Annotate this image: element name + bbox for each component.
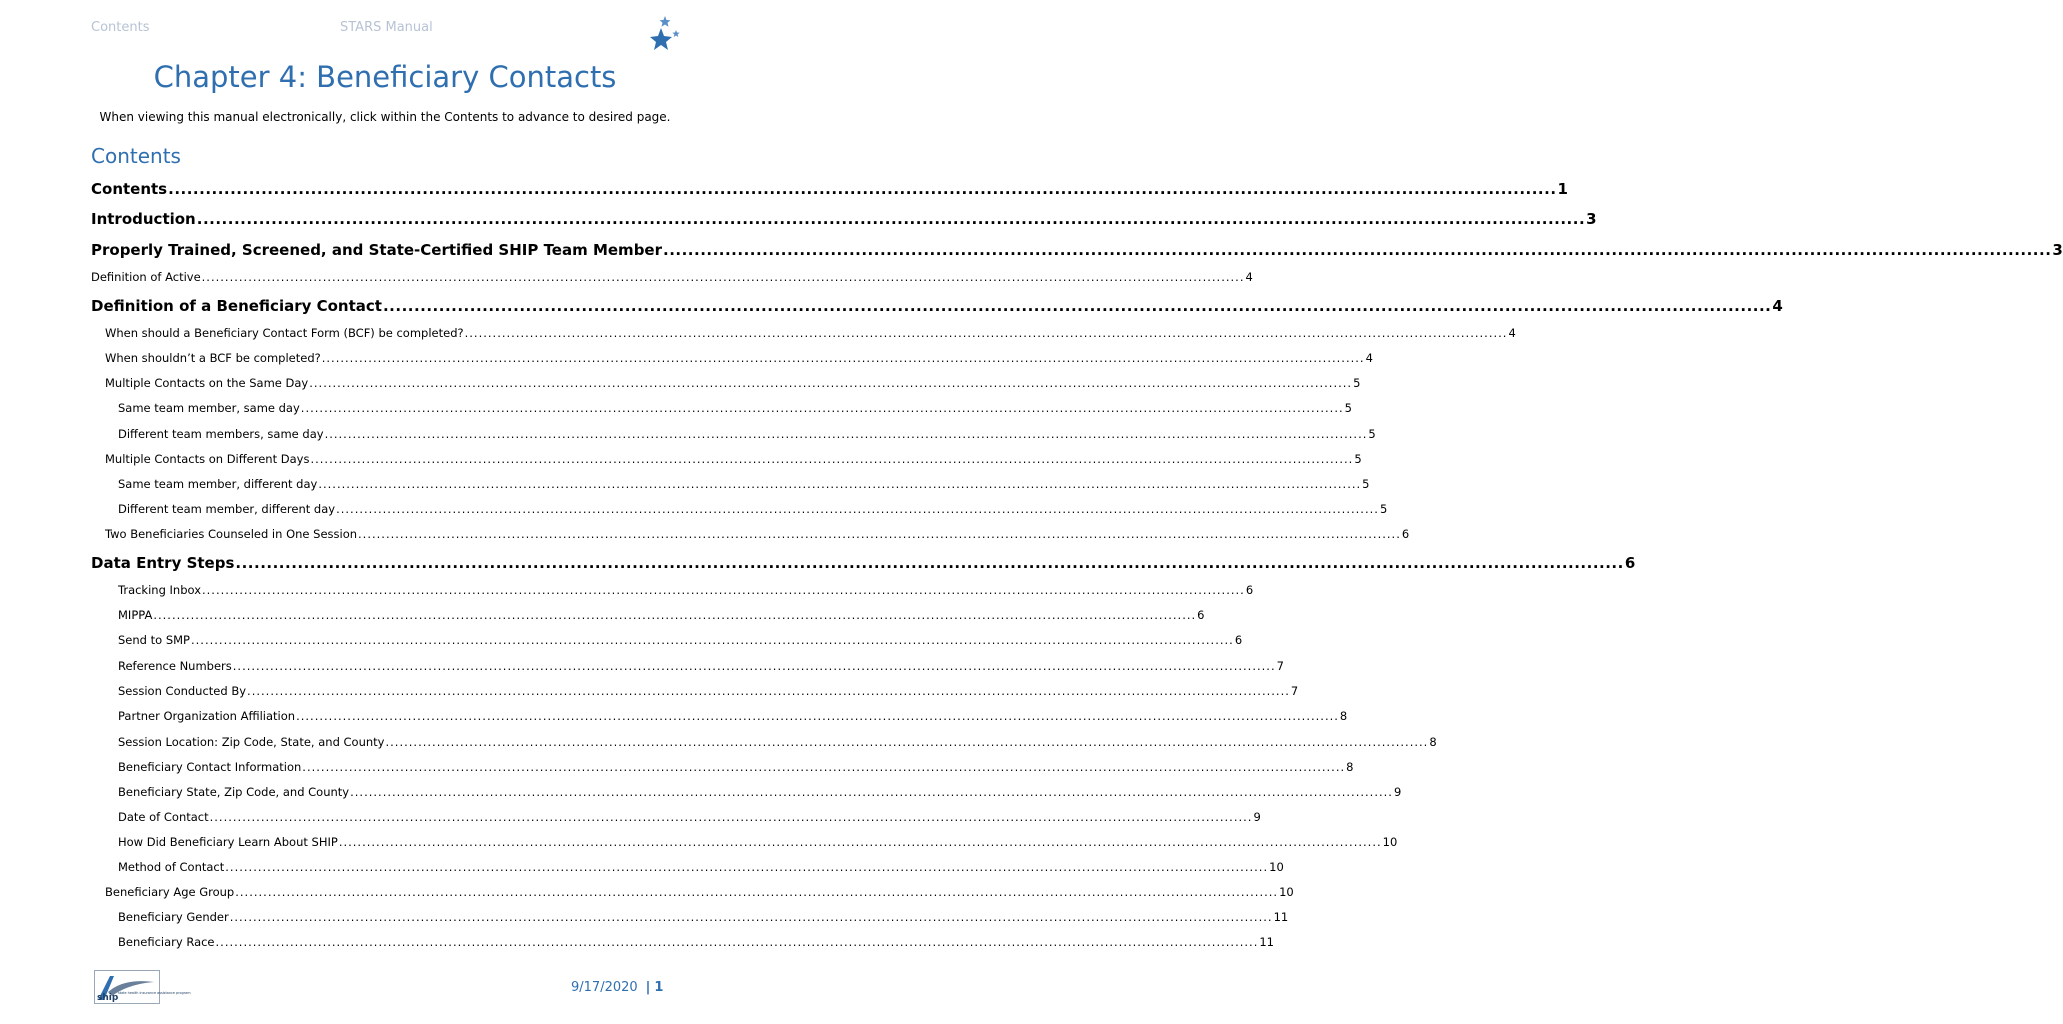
ship-logo-icon	[94, 970, 191, 1004]
toc-entry-when-should-bcf[interactable]: When should a Beneficiary Contact Form (BCF) be completed? ..... 4	[105, 326, 680, 340]
toc-entry-mippa[interactable]: MIPPA ..... 6	[118, 608, 680, 622]
footer	[571, 980, 663, 995]
toc-entry-same-member-same-day[interactable]: Same team member, same day ..... 5	[118, 401, 680, 415]
toc-entry-reference-numbers[interactable]: Reference Numbers ..... 7	[118, 659, 680, 673]
toc-entry-introduction[interactable]: Introduction ..... 3	[91, 210, 680, 228]
toc-entry-partner-organization[interactable]: Partner Organization Affiliation ..... 8	[118, 709, 680, 723]
stars-logo-icon	[645, 14, 685, 54]
footer-page-number: 1	[654, 980, 664, 995]
footer-separator: |	[645, 980, 651, 995]
header-manual-title: STARS Manual	[340, 20, 433, 35]
page-subtitle: When viewing this manual electronically, click within the Contents to advance to desired page.	[99, 110, 671, 124]
header-section-label: Contents	[91, 20, 150, 35]
toc-heading: Contents	[91, 144, 181, 168]
toc-entry-beneficiary-race[interactable]: Beneficiary Race ..... 11	[118, 935, 680, 949]
toc-entry-multiple-contacts-same-day[interactable]: Multiple Contacts on the Same Day ..... 5	[105, 376, 680, 390]
toc-entry-session-conducted-by[interactable]: Session Conducted By ..... 7	[118, 684, 680, 698]
toc-entry-definition-of-beneficiary-contact[interactable]: Definition of a Beneficiary Contact ..... 4	[91, 297, 680, 315]
toc-entry-beneficiary-contact-information[interactable]: Beneficiary Contact Information ..... 8	[118, 760, 680, 774]
toc-entry-beneficiary-age-group[interactable]: Beneficiary Age Group ..... 10	[105, 885, 680, 899]
toc-entry-session-location[interactable]: Session Location: Zip Code, State, and County ..... 8	[118, 735, 680, 749]
toc-entry-multiple-contacts-different-days[interactable]: Multiple Contacts on Different Days ..... 5	[105, 452, 680, 466]
svg-text:ship: ship	[97, 993, 119, 1003]
toc-entry-beneficiary-state-zip[interactable]: Beneficiary State, Zip Code, and County ..... 9	[118, 785, 680, 799]
toc-entry-different-member-different-day[interactable]: Different team member, different day ..... 5	[118, 502, 680, 516]
toc-entry-date-of-contact[interactable]: Date of Contact ..... 9	[118, 810, 680, 824]
toc-entry-send-to-smp[interactable]: Send to SMP ..... 6	[118, 633, 680, 647]
toc-entry-method-of-contact[interactable]: Method of Contact ..... 10	[118, 860, 680, 874]
svg-text:state health insurance assista: state health insurance assistance program	[118, 991, 191, 995]
page-title: Chapter 4: Beneficiary Contacts	[153, 60, 617, 94]
toc-entry-beneficiary-gender[interactable]: Beneficiary Gender ..... 11	[118, 910, 680, 924]
toc-entry-when-shouldnt-bcf[interactable]: When shouldn’t a BCF be completed? ..... 4	[105, 351, 680, 365]
toc-entry-definition-of-active[interactable]: Definition of Active ..... 4	[91, 270, 680, 284]
toc-entry-different-members-same-day[interactable]: Different team members, same day ..... 5	[118, 427, 680, 441]
toc-entry-tracking-inbox[interactable]: Tracking Inbox ..... 6	[118, 583, 680, 597]
toc-entry-how-did-beneficiary-learn[interactable]: How Did Beneficiary Learn About SHIP ..... 10	[118, 835, 680, 849]
toc-entry-same-member-different-day[interactable]: Same team member, different day ..... 5	[118, 477, 680, 491]
toc-entry-two-beneficiaries[interactable]: Two Beneficiaries Counseled in One Session ..... 6	[105, 527, 680, 541]
toc-entry-contents[interactable]: Contents ..... 1	[91, 180, 680, 198]
footer-date: 9/17/2020	[571, 980, 638, 995]
toc-entry-properly-trained[interactable]: Properly Trained, Screened, and State-Certified SHIP Team Member ..... 3	[91, 241, 680, 259]
toc-entry-data-entry-steps[interactable]: Data Entry Steps ..... 6	[91, 554, 680, 572]
